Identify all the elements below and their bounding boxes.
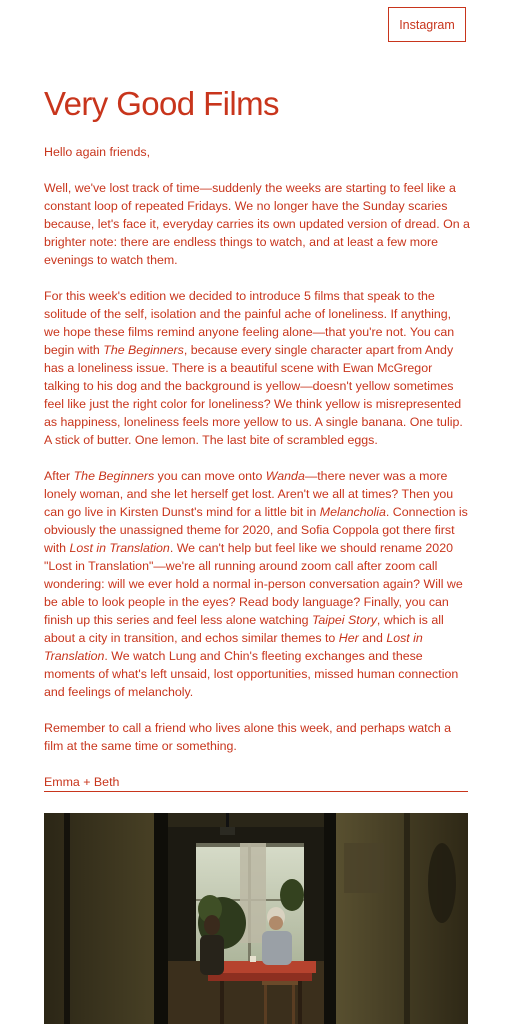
- text: For this week's edition we decided to introduce 5 films that speak to the solitude of the self, isolation and the painful ache of loneliness. If anything, we hope these films remind anyone feeling alone—that you're not. You can begin with: [44, 289, 455, 357]
- text: you can move onto: [154, 469, 266, 483]
- film-title-wanda: Wanda: [265, 469, 305, 483]
- film-still-image: [44, 813, 468, 1024]
- text: and: [358, 631, 387, 645]
- text: , which is all about a city in transition, and echos similar themes to: [44, 613, 444, 645]
- film-title-lost-in-translation: Lost in Translation: [44, 631, 423, 663]
- film-title-lost-in-translation: Lost in Translation: [69, 541, 170, 555]
- film-title-melancholia: Melancholia: [319, 505, 386, 519]
- text: After: [44, 469, 74, 483]
- instagram-button[interactable]: Instagram: [388, 7, 466, 42]
- paragraph-intro: Well, we've lost track of time—suddenly the weeks are starting to feel like a constant loop of repeated Fridays. We no longer have the Sunday scaries because, let's face it, everyday carries its own updated version of dread. On a brighter note: there are endless things to watch, and at least a few more evenings to watch them.: [44, 181, 470, 267]
- paragraph-films: [44, 467, 470, 701]
- paragraph-closing: Remember to call a friend who lives alone this week, and perhaps watch a film at the same time or something.: [44, 721, 452, 753]
- film-still-illustration: [44, 813, 468, 1024]
- signoff: Emma + Beth: [44, 775, 120, 789]
- film-title-the-beginners: The Beginners: [103, 343, 184, 357]
- text: . We can't help but feel like we should rename 2020 "Lost in Translation"—we're all running around zoom call after zoom call wondering: will we ever hold a normal in-person conversation again? Will we be able to look people in the eyes? Read body language? Finally, you can finish up this series and feel less alone watching: [44, 541, 463, 627]
- text: . We watch Lung and Chin's fleeting exchanges and these moments of what's left unsaid, lost opportunities, missed human connection and feelings of melancholy.: [44, 649, 459, 699]
- greeting: Hello again friends,: [44, 145, 151, 159]
- section-divider: [44, 791, 468, 792]
- paragraph-beginners: [44, 287, 470, 449]
- page-title: Very Good Films: [44, 85, 279, 122]
- film-title-taipei-story: Taipei Story: [311, 613, 377, 627]
- text: . Connection is obviously the unassigned theme for 2020, and Sofia Coppola got there first with: [44, 505, 468, 555]
- text: —there never was a more lonely woman, and she let herself get lost. Aren't we all at times? Then you can go live in Kirsten Dunst's mind for a little bit in: [44, 469, 454, 519]
- film-title-her: Her: [338, 631, 359, 645]
- film-title-the-beginners: The Beginners: [73, 469, 155, 483]
- text: , because every single character apart from Andy has a loneliness issue. There is a beautiful scene with Ewan McGregor talking to his dog and the background is yellow—doesn't yellow sometimes feel like just the right color for loneliness? We think yellow is misrepresented as happiness, loneliness feels more yellow to us. A single banana. One tulip. A stick of butter. One lemon. The last bite of scrambled eggs.: [44, 343, 463, 447]
- newsletter-body: [44, 143, 470, 809]
